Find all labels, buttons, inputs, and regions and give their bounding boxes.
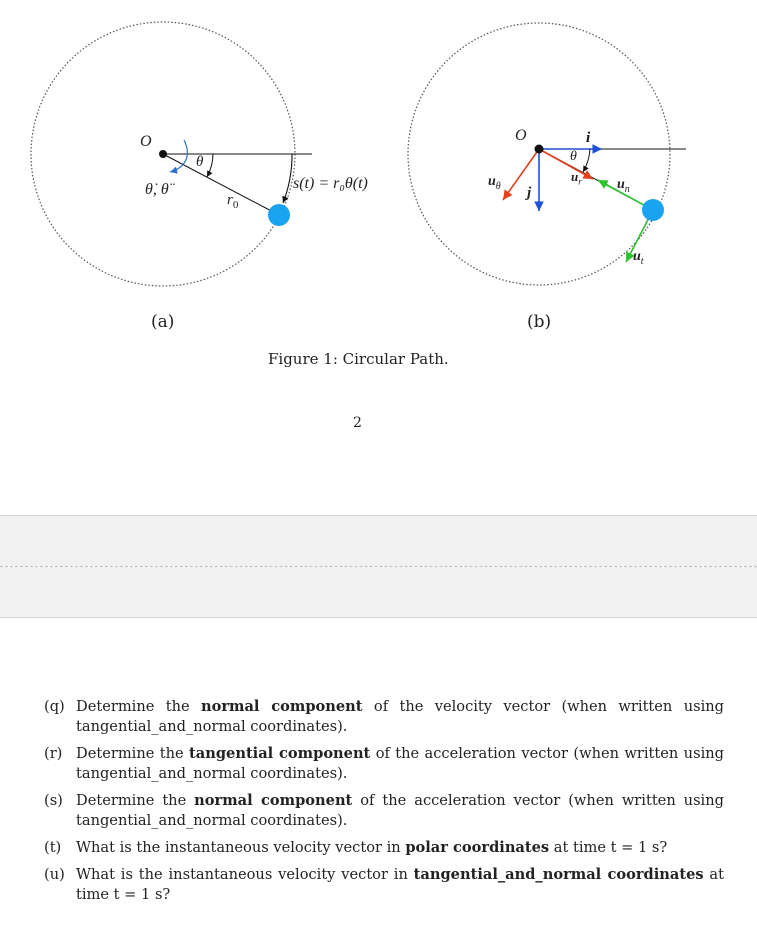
theta-label-b: θ	[570, 149, 577, 164]
question-text-pre: Determine the	[76, 745, 190, 762]
theta-arc-b	[583, 149, 590, 172]
question-label: (s)	[44, 792, 63, 809]
particle-b	[642, 199, 664, 221]
j-label: j	[527, 185, 532, 201]
utheta-label	[488, 174, 501, 192]
ur-symbol: u	[571, 169, 579, 184]
question-text-pre: What is the instantaneous velocity vector in	[76, 839, 406, 856]
ur-subscript: r	[578, 176, 582, 187]
question-text-bold: tangential_and_normal coordinates	[413, 866, 704, 883]
question-text-bold: polar coordinates	[405, 839, 550, 856]
page-gap-lower	[0, 567, 757, 617]
theta-dots-label: θ̇, θ̈	[145, 181, 169, 198]
question-item-s	[44, 791, 724, 831]
radius-line-a	[163, 154, 279, 215]
radius-symbol: r	[227, 192, 233, 208]
arc-length-label: s(t) = r₀θ(t)	[293, 175, 368, 192]
un-label	[617, 177, 630, 195]
origin-point-a	[159, 150, 167, 158]
arc-length-a	[283, 154, 292, 203]
origin-point-b	[535, 145, 544, 154]
particle-a	[268, 204, 290, 226]
question-text-pre: Determine the	[76, 698, 201, 715]
utheta-symbol: u	[488, 174, 496, 189]
utheta-vector	[503, 149, 539, 200]
question-item-t	[44, 838, 724, 858]
theta-dot-arrow-icon	[170, 140, 187, 172]
question-label: (t)	[44, 839, 62, 856]
ur-vector	[539, 149, 593, 179]
question-item-u	[44, 865, 724, 905]
figure-svg	[0, 0, 757, 400]
ut-label	[633, 249, 644, 267]
origin-label-a: O	[140, 133, 152, 150]
question-text-post: at time t = 1 s?	[549, 839, 668, 856]
ut-symbol: u	[633, 249, 641, 264]
question-text-pre: Determine the	[76, 792, 195, 809]
question-item-q	[44, 697, 724, 737]
question-text-bold: normal component	[194, 792, 353, 809]
page-gap-bottom-border	[0, 617, 757, 618]
question-text-post: of the acceleration vector (when written using tangential_and_normal coordinates).	[76, 792, 724, 829]
question-item-r	[44, 744, 724, 784]
radius-label-a	[227, 192, 238, 211]
subfigure-b-label: (b)	[527, 312, 552, 332]
subfigure-a-label: (a)	[151, 312, 175, 332]
theta-label-a: θ	[196, 154, 204, 170]
theta-arc-a	[207, 154, 213, 177]
ur-label	[571, 169, 582, 187]
origin-label-b: O	[515, 127, 527, 144]
question-text-post: of the acceleration vector (when written using tangential_and_normal coordinates).	[76, 745, 724, 782]
question-text-bold: tangential component	[189, 745, 371, 762]
page-number: 2	[353, 415, 362, 431]
question-text-bold: normal component	[201, 698, 363, 715]
question-label: (u)	[44, 866, 65, 883]
page-gap-upper	[0, 516, 757, 566]
i-label: i	[586, 130, 591, 146]
question-list	[44, 697, 724, 912]
un-symbol: u	[617, 177, 625, 192]
ut-subscript: t	[640, 255, 644, 267]
radius-subscript: 0	[232, 199, 239, 211]
question-text-pre: What is the instantaneous velocity vector in	[76, 866, 414, 883]
figure-caption: Figure 1: Circular Path.	[268, 350, 449, 368]
question-text-post: at time t = 1 s?	[76, 866, 724, 903]
utheta-subscript: θ	[495, 180, 501, 192]
question-label: (r)	[44, 745, 63, 762]
question-label: (q)	[44, 698, 65, 715]
un-subscript: n	[624, 183, 630, 195]
question-text-post: of the velocity vector (when written using tangential_and_normal coordinates).	[76, 698, 724, 735]
